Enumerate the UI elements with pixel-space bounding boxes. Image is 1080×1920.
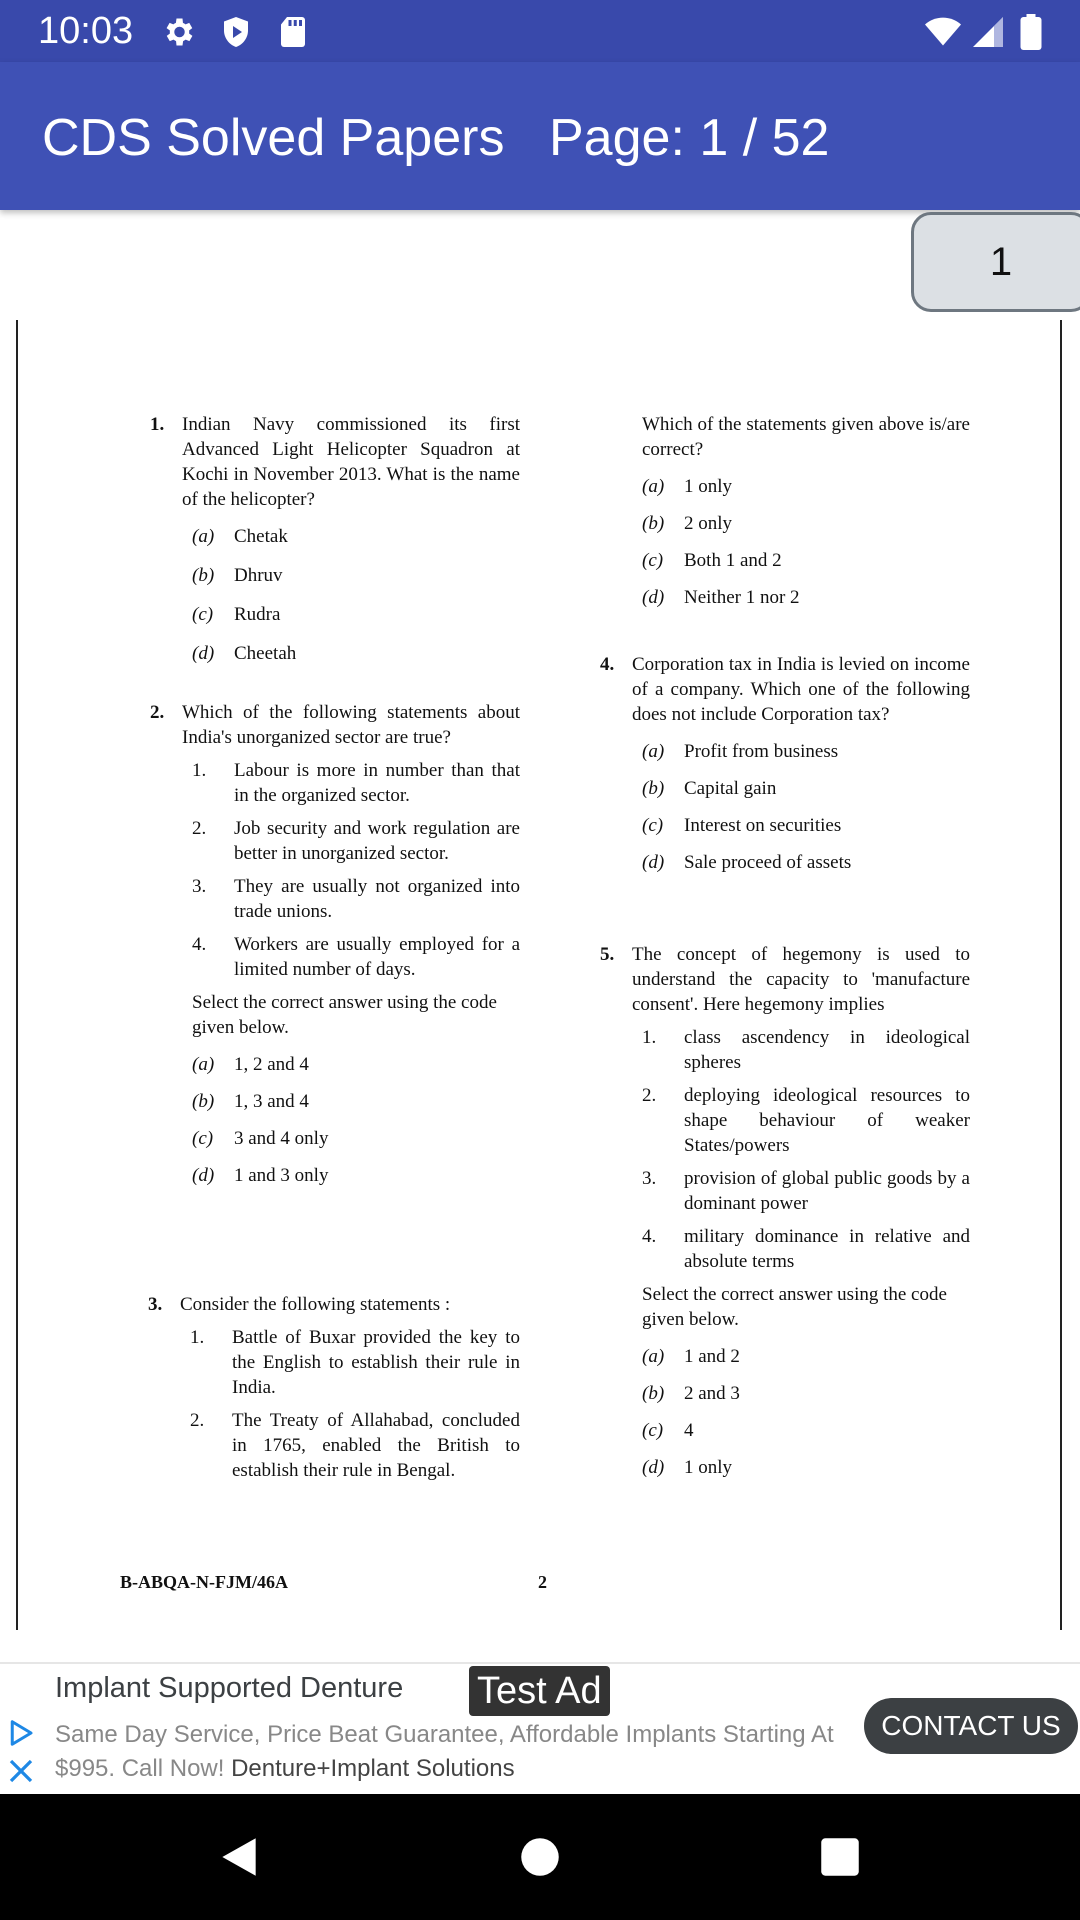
option: (a) 1 and 2 [642, 1346, 740, 1367]
option: (c) 4 [642, 1420, 694, 1441]
question-4 [600, 652, 970, 875]
app-bar [0, 62, 1080, 210]
statement: 4. military dominance in relative and absolute terms [642, 1226, 970, 1272]
option: (c) Both 1 and 2 [642, 550, 782, 571]
select-instruction: Select the correct answer using the code given below. [642, 1284, 947, 1330]
option: (a) 1, 2 and 4 [192, 1054, 309, 1075]
question-text: Consider the following statements : [180, 1294, 451, 1315]
question-number: 5. [600, 944, 615, 965]
navigation-bar [0, 1794, 1080, 1920]
question-text: Which of the statements given above is/are correct? [642, 414, 970, 460]
question-number: 2. [150, 702, 165, 723]
recents-icon[interactable] [815, 1832, 865, 1882]
ad-choices-icon[interactable] [6, 1718, 36, 1748]
ad-headline[interactable]: Implant Supported Denture [55, 1672, 404, 1704]
page-border-right [1060, 320, 1062, 1630]
option: (a) Chetak [192, 526, 288, 547]
question-3-continued [600, 412, 970, 610]
statement: 2. Job security and work regulation are better in unorganized sector. [192, 818, 520, 864]
option: (d) Sale proceed of assets [642, 852, 852, 873]
statement: 4. Workers are usually employed for a limited number of days. [192, 934, 520, 980]
question-3 [148, 1292, 520, 1483]
app-title: CDS Solved Papers [42, 109, 505, 167]
ad-banner[interactable] [0, 1662, 1080, 1796]
statement: 1. Labour is more in number than that in the organized sector. [192, 760, 520, 806]
question-text: Indian Navy commissioned its first Advanced Light Helicopter Squadron at Kochi in November 2013. What is the name of the helicopter? [182, 414, 520, 510]
question-1 [150, 412, 520, 666]
question-text: The concept of hegemony is used to understand the capacity to 'manufacture consent'. Here hegemony implies [632, 944, 970, 1015]
wifi-icon [922, 14, 964, 50]
option: (a) 1 only [642, 476, 733, 497]
shield-icon [218, 14, 254, 50]
statement: 1. class ascendency in ideological spheres [642, 1027, 970, 1073]
back-icon[interactable] [214, 1832, 264, 1882]
statement: 3. provision of global public goods by a dominant power [642, 1168, 970, 1214]
close-icon[interactable] [6, 1756, 36, 1786]
question-number: 1. [150, 414, 165, 435]
ad-advertiser: Denture+Implant Solutions [231, 1755, 515, 1782]
option: (c) 3 and 4 only [192, 1128, 329, 1149]
document-page-number: 2 [538, 1572, 547, 1592]
battery-icon [1018, 14, 1044, 50]
option: (d) Neither 1 nor 2 [642, 587, 800, 608]
ad-description: Same Day Service, Price Beat Guarantee, Affordable Implants Starting At $995. Call Now! [55, 1721, 834, 1782]
question-number: 4. [600, 654, 615, 675]
option: (c) Interest on securities [642, 815, 842, 836]
statement: 2. The Treaty of Allahabad, concluded in 1765, enabled the British to establish their rule in Bengal. [190, 1410, 520, 1481]
question-5 [600, 942, 970, 1480]
paper-code: B-ABQA-N-FJM/46A [120, 1572, 288, 1592]
statement: 2. deploying ideological resources to shape behaviour of weaker States/powers [642, 1085, 970, 1156]
sd-card-icon [275, 14, 311, 50]
page-jump-button[interactable]: 1 [911, 212, 1080, 312]
option: (b) 1, 3 and 4 [192, 1091, 309, 1112]
option: (b) Capital gain [642, 778, 777, 799]
status-bar [0, 0, 1080, 62]
option: (d) 1 and 3 only [192, 1165, 329, 1186]
statement: 3. They are usually not organized into trade unions. [192, 876, 520, 922]
option: (b) 2 only [642, 513, 733, 534]
option: (b) Dhruv [192, 565, 283, 586]
document-page[interactable] [0, 320, 1080, 1630]
select-instruction: Select the correct answer using the code given below. [192, 992, 497, 1038]
home-icon[interactable] [515, 1832, 565, 1882]
contact-us-button[interactable]: CONTACT US [864, 1698, 1078, 1754]
option: (d) 1 only [642, 1457, 733, 1478]
ad-body [55, 1718, 875, 1786]
statement: 1. Battle of Buxar provided the key to the English to establish their rule in India. [190, 1327, 520, 1398]
option: (c) Rudra [192, 604, 281, 625]
page-border-left [16, 320, 18, 1630]
status-time: 10:03 [38, 10, 134, 52]
test-ad-badge: Test Ad [469, 1666, 610, 1716]
option: (d) Cheetah [192, 643, 297, 664]
cellular-icon [970, 14, 1006, 50]
page-indicator: Page: 1 / 52 [549, 109, 830, 167]
question-number: 3. [148, 1294, 163, 1315]
option: (a) Profit from business [642, 741, 839, 762]
question-2 [150, 700, 520, 1188]
question-text: Which of the following statements about India's unorganized sector are true? [182, 702, 520, 748]
option: (b) 2 and 3 [642, 1383, 740, 1404]
question-text: Corporation tax in India is levied on income of a company. Which one of the following does not include Corporation tax? [632, 654, 970, 725]
gear-icon [160, 14, 196, 50]
